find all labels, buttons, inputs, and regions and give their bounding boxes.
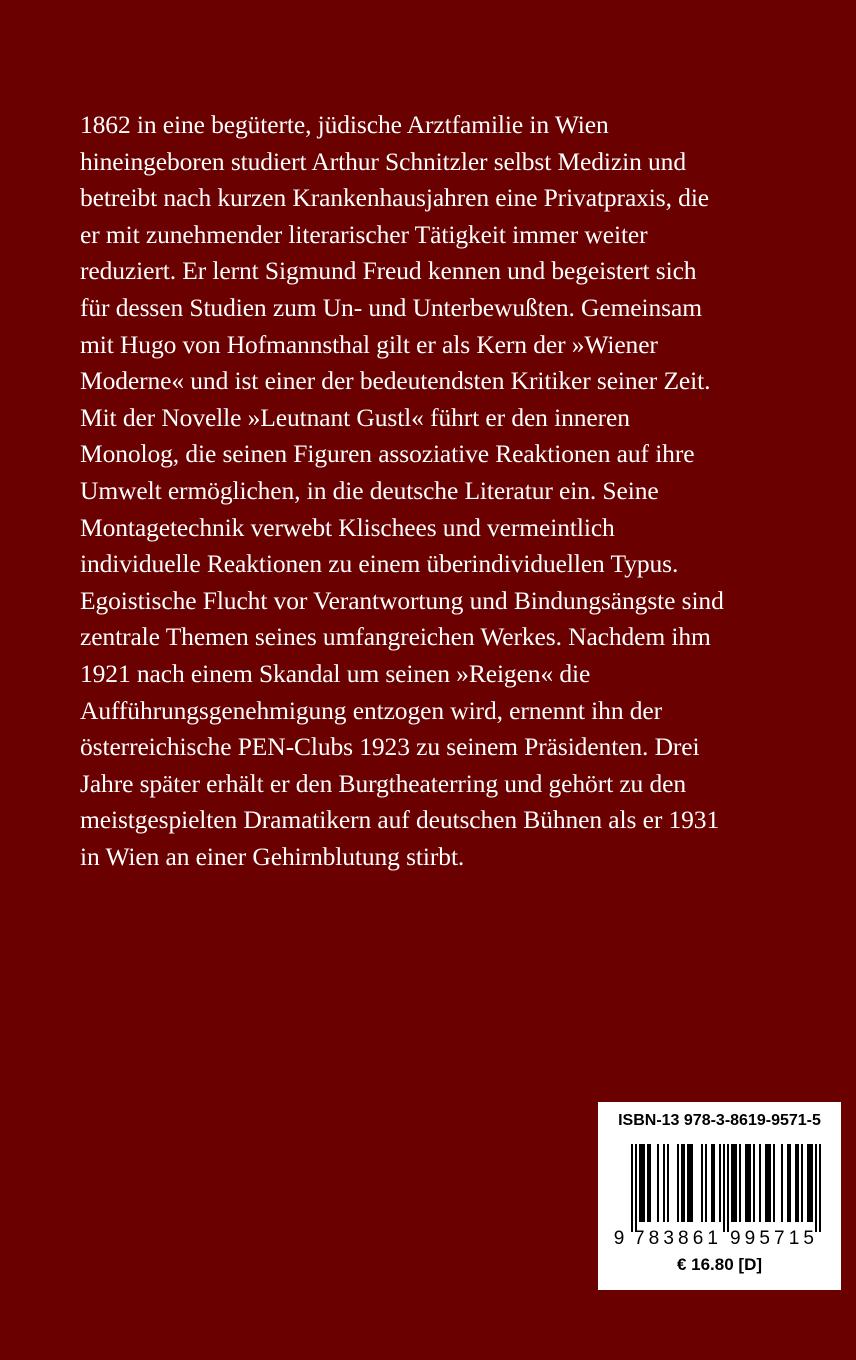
barcode-bar [807, 1144, 809, 1222]
barcode-bar [739, 1144, 741, 1222]
blurb-line: 1921 nach einem Skandal um seinen »Reigen« die [80, 658, 591, 688]
barcode-bar [711, 1144, 713, 1222]
price-label: € 16.80 [D] [676, 1255, 763, 1274]
barcode-bar [731, 1144, 733, 1222]
barcode-bar [657, 1144, 659, 1222]
barcode-bar [683, 1144, 685, 1222]
blurb-line: in Wien an einer Gehirnblutung stirbt. [80, 841, 465, 871]
barcode-bar [705, 1144, 707, 1222]
barcode-bar [767, 1144, 769, 1222]
barcode-bar [759, 1144, 761, 1222]
blurb-line: Mit der Novelle »Leutnant Gustl« führt er den inneren [80, 402, 630, 432]
barcode-bars [631, 1144, 821, 1232]
barcode-bar [789, 1144, 791, 1222]
blurb-line: zentrale Themen seines umfangreichen Werkes. Nachdem ihm [80, 622, 711, 652]
barcode-bar [677, 1144, 679, 1222]
barcode-bar [795, 1144, 797, 1222]
blurb-line: Jahre später erhält er den Burgtheaterring und gehört zu den [80, 768, 687, 798]
barcode-bar [749, 1144, 751, 1222]
barcode-bar [801, 1144, 803, 1222]
barcode-bar [667, 1144, 669, 1222]
barcode-bar [747, 1144, 749, 1222]
blurb-line: individuelle Reaktionen zu einem überindividuellen Typus. [80, 549, 679, 579]
blurb-line: Montagetechnik verwebt Klischees und vermeintlich [80, 512, 615, 542]
barcode-digits-left: 783861 [634, 1228, 718, 1249]
barcode-bar [681, 1144, 683, 1222]
blurb-line: Umwelt ermöglichen, in die deutsche Literatur ein. Seine [80, 475, 659, 505]
barcode-bar [797, 1144, 799, 1222]
barcode-bar [773, 1144, 775, 1222]
barcode-bar [781, 1144, 783, 1222]
blurb-line: hineingeboren studiert Arthur Schnitzler selbst Medizin und [80, 146, 686, 176]
barcode-bar [643, 1144, 645, 1222]
barcode-bar [635, 1144, 637, 1232]
barcode-bar [753, 1144, 755, 1222]
barcode-label [598, 1102, 841, 1290]
barcode-bar [735, 1144, 737, 1222]
barcode-bar [691, 1144, 693, 1222]
blurb-line: reduziert. Er lernt Sigmund Freud kennen und begeistert sich [80, 256, 697, 286]
isbn-number: ISBN-13 978-3-8619-9571-5 [618, 1112, 821, 1129]
barcode-bar [733, 1144, 735, 1222]
barcode-bar [811, 1144, 813, 1222]
barcode-bar [787, 1144, 789, 1222]
barcode-digits-right: 995715 [730, 1228, 814, 1249]
barcode-bar [649, 1144, 651, 1222]
barcode-bar [723, 1144, 725, 1232]
barcode-bar [647, 1144, 649, 1222]
barcode-bar [687, 1144, 689, 1222]
blurb-line: 1862 in eine begüterte, jüdische Arztfamilie in Wien [80, 110, 609, 139]
barcode-bar [663, 1144, 665, 1222]
barcode-bar [745, 1144, 747, 1222]
barcode-bar [765, 1144, 767, 1222]
barcode-bar [701, 1144, 703, 1222]
blurb-line: Egoistische Flucht vor Verantwortung und Bindungsängste sind [80, 585, 724, 615]
blurb-line: Aufführungsgenehmigung entzogen wird, ernennt ihn der [80, 695, 662, 725]
barcode-bar [727, 1144, 729, 1232]
blurb-line: Monolog, die seinen Figuren assoziative Reaktionen auf ihre [80, 439, 695, 469]
barcode-bar [713, 1144, 715, 1222]
blurb-line: er mit zunehmender literarischer Tätigkeit immer weiter [80, 219, 648, 249]
blurb-line: betreibt nach kurzen Krankenhausjahren eine Privatpraxis, die [80, 183, 710, 213]
barcode-bar [769, 1144, 771, 1222]
barcode-bar [719, 1144, 721, 1222]
barcode-bar [631, 1144, 633, 1232]
barcode-bar [815, 1144, 817, 1232]
blurb-line: für dessen Studien zum Un- und Unterbewußten. Gemeinsam [80, 292, 702, 322]
blurb-text [80, 107, 820, 875]
barcode-digit-first: 9 [613, 1228, 625, 1249]
barcode-bar [641, 1144, 643, 1222]
blurb-line: meistgespielten Dramatikern auf deutschen Bühnen als er 1931 [80, 805, 720, 835]
barcode-bar [689, 1144, 691, 1222]
blurb-line: österreichische PEN-Clubs 1923 zu seinem Präsidenten. Drei [80, 732, 700, 762]
barcode-bar [819, 1144, 821, 1232]
blurb-line: mit Hugo von Hofmannsthal gilt er als Kern der »Wiener [80, 329, 658, 359]
barcode-bar [809, 1144, 811, 1222]
blurb-line: Moderne« und ist einer der bedeutendsten Kritiker seiner Zeit. [80, 366, 711, 396]
barcode-image [598, 1140, 841, 1252]
barcode-bar [639, 1144, 641, 1222]
